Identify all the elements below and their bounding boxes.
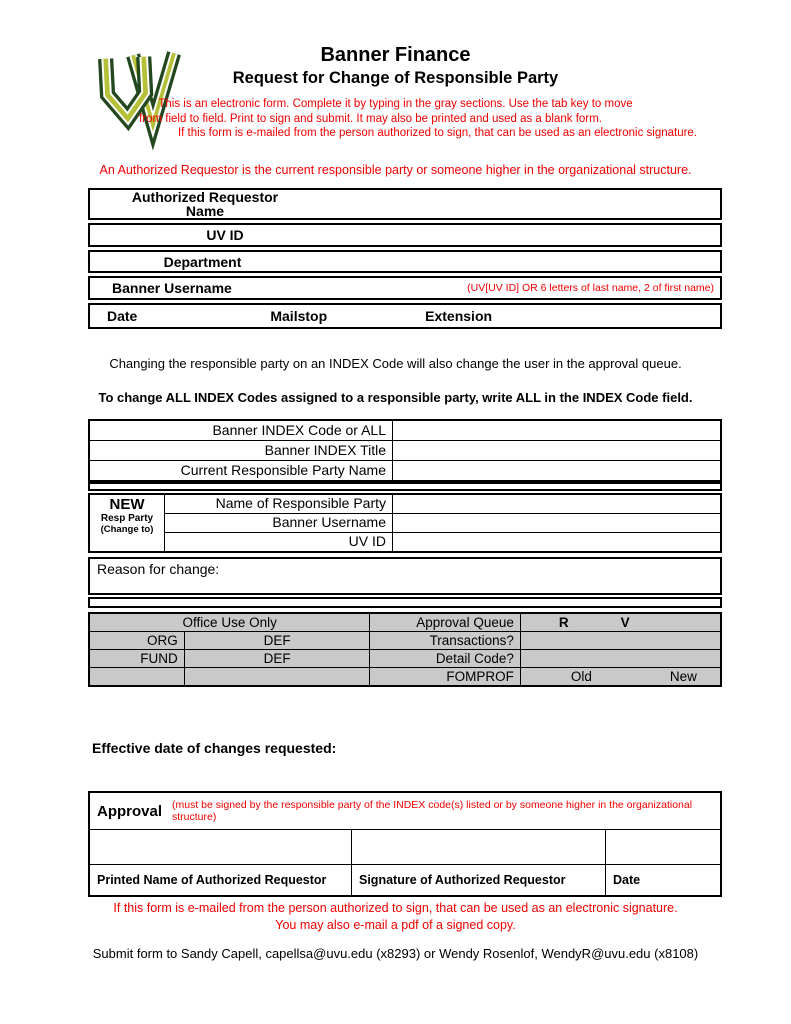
all-index-codes-note: To change ALL INDEX Codes assigned to a responsible party, write ALL in the INDEX Code field. [98, 390, 693, 405]
table-row [165, 495, 720, 513]
banner-username-label: Banner Username [112, 280, 232, 296]
new-banner-username-label: Banner Username [165, 514, 393, 532]
signature-label: Signature of Authorized Requestor [352, 865, 606, 895]
new-resp-party-rows [165, 495, 720, 551]
current-responsible-party-field[interactable] [393, 461, 720, 480]
approval-table [88, 791, 722, 897]
fund-label: FUND [89, 650, 184, 668]
office-blank-field[interactable] [184, 668, 370, 687]
approval-queue-label: Approval Queue [370, 613, 520, 632]
approval-queue-note: Changing the responsible party on an INDEX Code will also change the user in the approval queue. [109, 356, 682, 371]
old-new-cell [520, 668, 721, 687]
new-banner-username-field[interactable] [393, 514, 720, 532]
transactions-rv-field[interactable] [520, 632, 721, 650]
table-row [90, 460, 720, 480]
new-name-label: Name of Responsible Party [165, 495, 393, 513]
r-column-label: R [558, 615, 569, 630]
fund-def-label: DEF [184, 650, 370, 668]
change-to-label: (Change to) [100, 524, 154, 535]
detail-code-label: Detail Code? [370, 650, 520, 668]
new-resp-party-section [88, 493, 722, 553]
v-column-label: V [620, 615, 630, 630]
rv-header-cell [520, 613, 721, 632]
table-row [89, 668, 721, 687]
table-row [88, 276, 722, 300]
table-row [88, 188, 722, 220]
banner-index-title-label: Banner INDEX Title [90, 441, 393, 460]
new-uv-id-label: UV ID [165, 533, 393, 551]
printed-name-field[interactable] [90, 830, 352, 864]
transactions-label: Transactions? [370, 632, 520, 650]
detail-code-rv-field[interactable] [520, 650, 721, 668]
authorized-requestor-name-label: Authorized Requestor Name [131, 188, 279, 219]
banner-username-field[interactable] [232, 278, 467, 298]
new-name-field[interactable] [393, 495, 720, 513]
form-title: Banner Finance [320, 44, 471, 66]
old-label: Old [570, 669, 592, 684]
instruction-line: If this form is e-mailed from the person authorized to sign, that can be used as an electronic signature. [177, 127, 698, 139]
signature-field[interactable] [352, 830, 606, 864]
approval-date-field[interactable] [606, 830, 720, 864]
extension-field[interactable] [492, 305, 720, 327]
requestor-table [88, 188, 722, 332]
office-blank-field[interactable] [89, 668, 184, 687]
banner-index-title-field[interactable] [393, 441, 720, 460]
mailstop-field[interactable] [327, 305, 425, 327]
instruction-line: from field to field. Print to sign and submit. It may also be printed and used as a blank form. [139, 112, 602, 125]
table-row [165, 532, 720, 551]
uv-id-label: UV ID [206, 227, 244, 243]
esign-note-line: You may also e-mail a pdf of a signed copy. [275, 918, 516, 932]
spacer-row [88, 597, 722, 608]
department-field[interactable] [315, 252, 720, 271]
reason-for-change-field[interactable] [88, 557, 722, 595]
index-table [88, 419, 722, 482]
mailstop-label: Mailstop [270, 308, 328, 324]
approval-title: Approval [97, 802, 163, 820]
table-row [88, 223, 722, 247]
instruction-line: This is an electronic form. Complete it by typing in the gray sections. Use the tab key to move [158, 98, 633, 110]
authorized-requestor-note: An Authorized Requestor is the current responsible party or someone higher in the organizational structure. [99, 163, 692, 177]
fomprof-label: FOMPROF [370, 668, 520, 687]
esign-note-line: If this form is e-mailed from the person authorized to sign, that can be used as an electronic signature. [113, 901, 678, 915]
date-field[interactable] [137, 305, 270, 327]
uv-id-field[interactable] [360, 225, 720, 245]
authorized-requestor-name-field[interactable] [320, 190, 720, 218]
table-row [88, 250, 722, 273]
spacer-row [88, 482, 722, 491]
approval-date-label: Date [613, 873, 641, 887]
org-label: ORG [89, 632, 184, 650]
table-row [89, 632, 721, 650]
submit-instructions: Submit form to Sandy Capell, capellsa@uvu.edu (x8293) or Wendy Rosenlof, WendyR@uvu.edu (x8108) [92, 946, 699, 961]
extension-label: Extension [425, 308, 493, 324]
table-row [90, 440, 720, 460]
approval-header [90, 793, 720, 829]
table-row [89, 613, 721, 632]
approval-signature-row [90, 829, 720, 864]
form-subtitle: Request for Change of Responsible Party [232, 69, 559, 87]
approval-label-row [90, 864, 720, 895]
new-label: NEW [109, 496, 145, 513]
resp-party-label: Resp Party [100, 513, 154, 524]
banner-index-code-label: Banner INDEX Code or ALL [90, 421, 393, 440]
table-row [88, 303, 722, 329]
office-use-table [88, 612, 722, 687]
banner-username-hint: (UV[UV ID] OR 6 letters of last name, 2 of first name) [467, 282, 714, 294]
table-row [165, 513, 720, 532]
effective-date-label: Effective date of changes requested: [92, 740, 337, 756]
approval-note: (must be signed by the responsible party of the INDEX code(s) listed or by someone higher in the organizational structure) [172, 799, 693, 823]
form-instructions [0, 97, 791, 141]
table-row [89, 650, 721, 668]
new-resp-party-header [90, 495, 165, 551]
current-responsible-party-label: Current Responsible Party Name [90, 461, 393, 480]
org-def-label: DEF [184, 632, 370, 650]
banner-index-code-field[interactable] [393, 421, 720, 440]
printed-name-label: Printed Name of Authorized Requestor [90, 865, 352, 895]
date-label: Date [107, 308, 138, 324]
office-use-only-label: Office Use Only [89, 613, 370, 632]
new-uv-id-field[interactable] [393, 533, 720, 551]
reason-for-change-label: Reason for change: [97, 561, 220, 577]
table-row [90, 421, 720, 440]
new-value-label: New [669, 669, 697, 684]
department-label: Department [163, 253, 242, 270]
